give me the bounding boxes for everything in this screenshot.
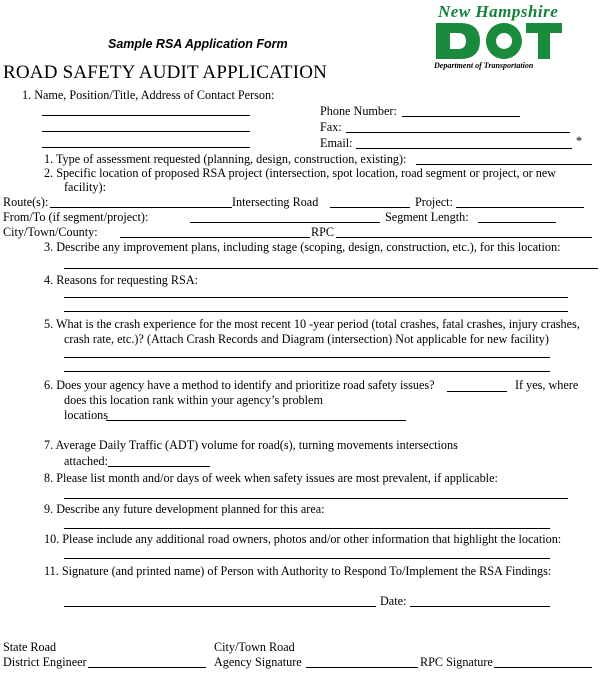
routes-field[interactable] [50, 207, 232, 208]
q8-field[interactable] [64, 498, 568, 499]
email-field[interactable] [356, 148, 572, 149]
logo-department-text: Department of Transportation [434, 61, 534, 70]
q3-label: 3. Describe any improvement plans, including stage (scoping, design, construction, etc.), for this location: [44, 240, 561, 254]
q11-signature-field[interactable] [64, 606, 376, 607]
district-engineer-label: District Engineer [3, 655, 87, 669]
q8-label: 8. Please list month and/or days of week when safety issues are most prevalent, if applicable: [44, 471, 498, 485]
email-label: Email: [320, 136, 353, 150]
logo-state-text: New Hampshire [438, 2, 559, 21]
q6-rank-field[interactable] [106, 420, 406, 421]
project-label: Project: [415, 195, 453, 209]
q5-field-2[interactable] [64, 371, 550, 372]
segment-length-label: Segment Length: [385, 210, 469, 224]
rpc-label: RPC [311, 225, 335, 239]
form-subtitle: Sample RSA Application Form [108, 37, 288, 51]
q7-field[interactable] [108, 466, 210, 467]
contact-line-3[interactable] [42, 147, 250, 148]
q3-field[interactable] [64, 268, 598, 269]
q11-label: 11. Signature (and printed name) of Person with Authority to Respond To/Implement the RSA Findings: [44, 564, 552, 578]
contact-item-label: 1. Name, Position/Title, Address of Contact Person: [22, 88, 275, 102]
rpc-field[interactable] [336, 237, 592, 238]
project-field[interactable] [456, 207, 584, 208]
contact-line-1[interactable] [42, 115, 250, 116]
q5-field-1[interactable] [64, 357, 550, 358]
q4-field-2[interactable] [64, 311, 568, 312]
q5-label-line2: crash rate, etc.)? (Attach Crash Records and Diagram (intersection) Not applicable for new facility) [64, 332, 549, 346]
q4-field-1[interactable] [64, 297, 568, 298]
q10-field[interactable] [64, 558, 550, 559]
q2-label-line2: facility): [64, 180, 106, 194]
agency-signature-field[interactable] [306, 667, 418, 668]
city-town-road-label: City/Town Road [214, 640, 295, 654]
rpc-signature-field[interactable] [494, 667, 592, 668]
date-label: Date: [380, 594, 407, 608]
page-title: ROAD SAFETY AUDIT APPLICATION [3, 62, 328, 83]
q5-label-line1: 5. What is the crash experience for the most recent 10 -year period (total crashes, fatal crashes, injury crashes, [44, 317, 580, 331]
q6-method-field[interactable] [447, 391, 507, 392]
agency-signature-label: Agency Signature [214, 655, 302, 669]
city-town-county-field[interactable] [120, 237, 310, 238]
intersecting-road-field[interactable] [330, 207, 410, 208]
rpc-signature-label: RPC Signature [420, 655, 493, 669]
q6-label-line3: locations [64, 408, 109, 422]
fax-label: Fax: [320, 120, 342, 134]
q2-label-line1: 2. Specific location of proposed RSA project (intersection, spot location, road segment or project, or new [44, 166, 557, 180]
date-field[interactable] [410, 606, 550, 607]
q6-label-line2: does this location rank within your agency’s problem [64, 393, 323, 407]
q6-label-line1: 6. Does your agency have a method to identify and prioritize road safety issues? [44, 378, 435, 392]
q4-label: 4. Reasons for requesting RSA: [44, 273, 199, 287]
email-required-mark: * [576, 134, 583, 148]
from-to-field[interactable] [190, 222, 380, 223]
nh-dot-logo [428, 2, 593, 74]
intersecting-road-label: Intersecting Road [232, 195, 319, 209]
city-town-county-label: City/Town/County: [3, 225, 98, 239]
phone-label: Phone Number: [320, 104, 397, 118]
q9-label: 9. Describe any future development planned for this area: [44, 502, 325, 516]
q10-label: 10. Please include any additional road owners, photos and/or other information that highlight the location: [44, 532, 562, 546]
q7-label-line2: attached: [64, 454, 108, 468]
fax-field[interactable] [346, 132, 570, 133]
from-to-label: From/To (if segment/project): [3, 210, 149, 224]
district-engineer-signature-field[interactable] [88, 667, 206, 668]
routes-label: Route(s): [3, 195, 49, 209]
segment-length-field[interactable] [478, 222, 556, 223]
q7-label-line1: 7. Average Daily Traffic (ADT) volume for road(s), turning movements intersections [44, 438, 458, 452]
phone-field[interactable] [402, 116, 520, 117]
q9-field[interactable] [64, 528, 550, 529]
contact-line-2[interactable] [42, 131, 250, 132]
q1-field[interactable] [416, 164, 592, 165]
state-road-label: State Road [3, 640, 57, 654]
q1-label: 1. Type of assessment requested (planning, design, construction, existing): [44, 152, 407, 166]
dot-letters-icon [434, 21, 564, 61]
q6-if-yes-label: If yes, where [515, 378, 579, 392]
